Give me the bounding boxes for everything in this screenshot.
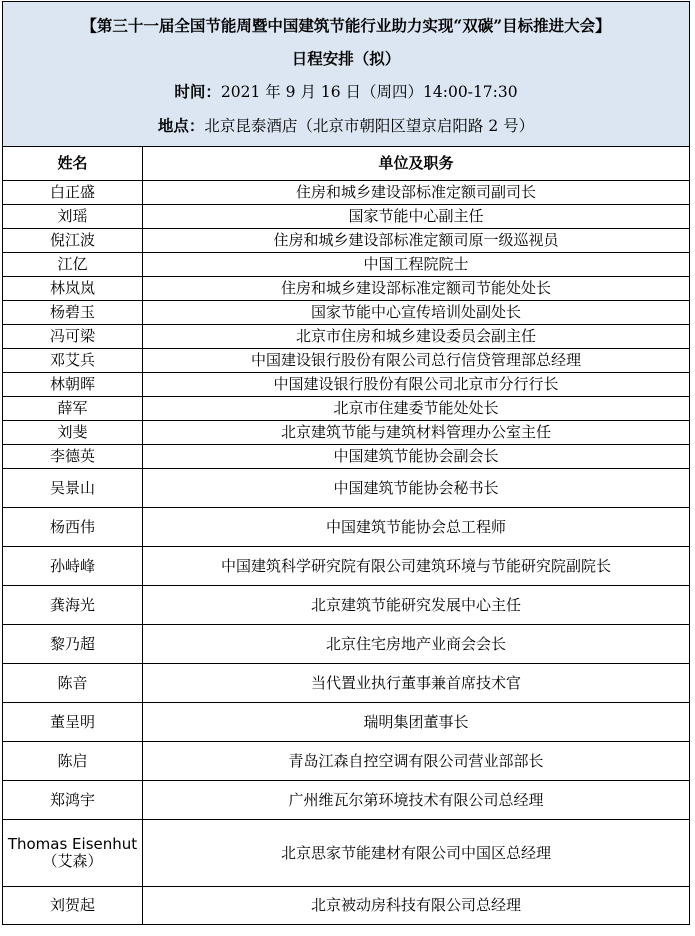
attendee-role: 中国建设银行股份有限公司总行信贷管理部总经理 [143, 349, 690, 373]
attendee-role: 中国建筑节能协会总工程师 [143, 508, 690, 547]
attendee-name: 白正盛 [3, 181, 143, 205]
attendee-role: 北京市住房和城乡建设委员会副主任 [143, 325, 690, 349]
attendee-name: 刘斐 [3, 421, 143, 445]
attendee-role: 国家节能中心副主任 [143, 205, 690, 229]
table-row [3, 469, 690, 508]
time-label: 时间： [174, 82, 221, 101]
attendee-role: 北京住宅房地产业商会会长 [143, 625, 690, 664]
attendee-role: 青岛江森自控空调有限公司营业部部长 [143, 742, 690, 781]
attendee-role: 广州维瓦尔第环境技术有限公司总经理 [143, 781, 690, 820]
attendee-name: 倪江波 [3, 229, 143, 253]
attendee-role: 当代置业执行董事兼首席技术官 [143, 664, 690, 703]
table-row [3, 373, 690, 397]
header-block [3, 2, 690, 147]
schedule-subtitle: 日程安排（拟） [291, 49, 401, 68]
attendee-name: 郑鸿宇 [3, 781, 143, 820]
attendee-name: 黎乃超 [3, 625, 143, 664]
attendee-name: 刘瑶 [3, 205, 143, 229]
table-row [3, 742, 690, 781]
attendee-role: 住房和城乡建设部标准定额司节能处处长 [143, 277, 690, 301]
attendee-name: 薛军 [3, 397, 143, 421]
place-value: 北京昆泰酒店（北京市朝阳区望京启阳路 2 号） [204, 117, 535, 135]
attendee-role: 中国建筑节能协会副会长 [143, 445, 690, 469]
column-header-name: 姓名 [3, 147, 143, 181]
table-row [3, 349, 690, 373]
table-row [3, 664, 690, 703]
time-value: 2021 年 9 月 16 日（周四）14:00-17:30 [220, 83, 518, 101]
attendee-role: 北京被动房科技有限公司总经理 [143, 887, 690, 925]
table-row [3, 325, 690, 349]
attendee-role: 瑞明集团董事长 [143, 703, 690, 742]
attendee-name: 林岚岚 [3, 277, 143, 301]
table-row [3, 229, 690, 253]
attendee-role: 国家节能中心宣传培训处副处长 [143, 301, 690, 325]
attendee-role: 北京思家节能建材有限公司中国区总经理 [143, 820, 690, 887]
place-label: 地点： [157, 116, 205, 135]
attendee-name: 孙峙峰 [3, 547, 143, 586]
attendee-name: Thomas Eisenhut（艾森） [3, 820, 143, 887]
attendee-role: 中国建筑节能协会秘书长 [143, 469, 690, 508]
table-row [3, 586, 690, 625]
table-row [3, 547, 690, 586]
table-row [3, 253, 690, 277]
time-line [9, 83, 683, 101]
attendee-name: 陈音 [3, 664, 143, 703]
attendee-role: 住房和城乡建设部标准定额司原一级巡视员 [143, 229, 690, 253]
attendee-role: 中国工程院院士 [143, 253, 690, 277]
table-row [3, 781, 690, 820]
attendee-name: 邓艾兵 [3, 349, 143, 373]
attendee-role: 中国建设银行股份有限公司北京市分行行长 [143, 373, 690, 397]
attendee-name: 龚海光 [3, 586, 143, 625]
attendee-name: 刘贺起 [3, 887, 143, 925]
table-row [3, 820, 690, 887]
table-row [3, 445, 690, 469]
attendee-role: 北京建筑节能研究发展中心主任 [143, 586, 690, 625]
attendee-name: 陈启 [3, 742, 143, 781]
table-row [3, 277, 690, 301]
attendee-name: 杨碧玉 [3, 301, 143, 325]
attendee-name: 吴景山 [3, 469, 143, 508]
attendee-name: 江亿 [3, 253, 143, 277]
attendee-name: 李德英 [3, 445, 143, 469]
attendee-name: 杨西伟 [3, 508, 143, 547]
table-row [3, 301, 690, 325]
attendee-role: 北京建筑节能与建筑材料管理办公室主任 [143, 421, 690, 445]
table-row [3, 508, 690, 547]
table-row [3, 205, 690, 229]
table-row [3, 625, 690, 664]
table-row [3, 703, 690, 742]
schedule-table [2, 1, 690, 925]
table-row [3, 421, 690, 445]
attendee-name: 冯可梁 [3, 325, 143, 349]
place-line [9, 117, 683, 135]
attendee-name: 林朝晖 [3, 373, 143, 397]
table-row [3, 887, 690, 925]
table-row [3, 181, 690, 205]
attendee-role: 北京市住建委节能处处长 [143, 397, 690, 421]
conference-title: 【第三十一届全国节能周暨中国建筑节能行业助力实现“双碳”目标推进大会】 [81, 16, 611, 35]
attendee-role: 中国建筑科学研究院有限公司建筑环境与节能研究院副院长 [143, 547, 690, 586]
schedule-document [2, 1, 689, 925]
attendee-name: 董呈明 [3, 703, 143, 742]
table-row [3, 397, 690, 421]
column-header-role: 单位及职务 [143, 147, 690, 181]
attendee-role: 住房和城乡建设部标准定额司副司长 [143, 181, 690, 205]
